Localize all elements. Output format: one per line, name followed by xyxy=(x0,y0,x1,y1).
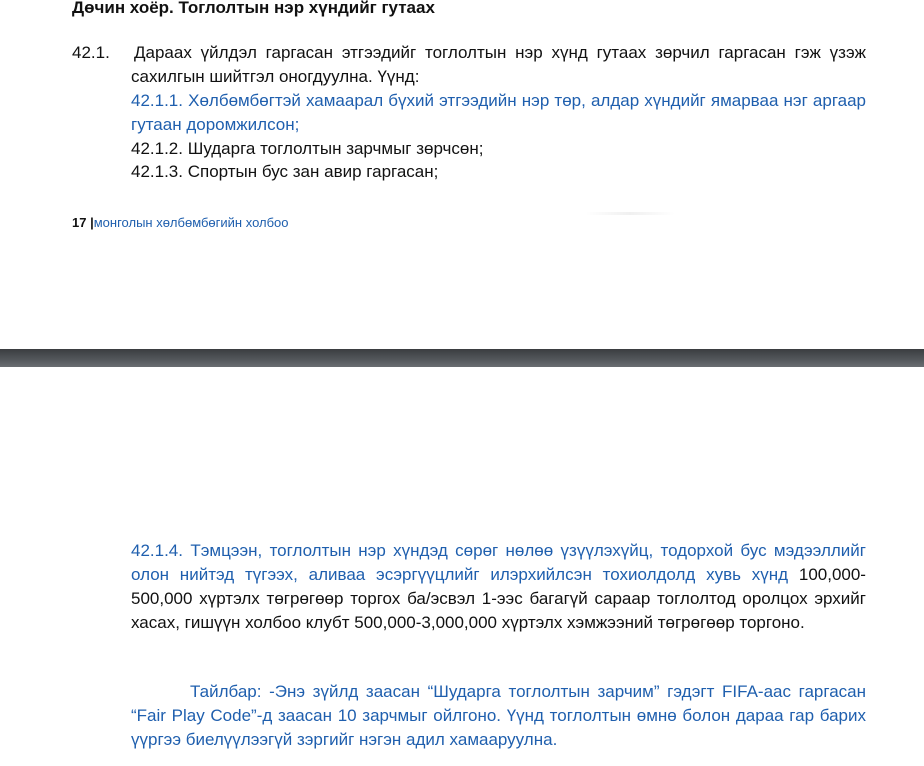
clause-item-42-1-1 xyxy=(131,89,866,137)
item-text-blue: Тэмцээн, тоглолтын нэр хүндэд сөрөг нөлөө үзүүлэхүйц, тодорхой бус мэдээллийг олон нийтэд түгээх, аливаа эсэргүүцлийг илэрхийлсэн тохиолдолд хувь хүнд xyxy=(131,541,866,584)
item-label: 42.1.2. xyxy=(131,139,183,158)
footer-organization: монголын хөлбөмбөгийн холбоо xyxy=(93,215,289,230)
item-label: 42.1.3. xyxy=(131,162,183,181)
clause-item-42-1-2 xyxy=(131,137,866,161)
item-label: 42.1.1. xyxy=(131,91,183,110)
footer-separator: | xyxy=(90,215,94,230)
footer-page-number: 17 xyxy=(72,215,87,230)
item-text: Спортын бус зан авир гаргасан; xyxy=(187,162,439,181)
page-separator xyxy=(0,349,924,367)
item-label: 42.1.4. xyxy=(131,541,183,560)
item-text: Шударга тоглолтын зарчмыг зөрчсөн; xyxy=(187,139,484,158)
clause-number: 42.1. xyxy=(72,43,110,62)
clause-text: Дараах үйлдэл гаргасан этгээдийг тоглолтын нэр хүнд гутаах зөрчил гаргасан гэж үзэж сахилгын шийтгэл оногдуулна. Үүнд: xyxy=(131,43,866,86)
section-heading: Дөчин хоёр. Тоглолтын нэр хүндийг гутаах xyxy=(72,0,435,17)
clause-item-42-1-3 xyxy=(131,160,866,184)
explanation-note: Тайлбар: -Энэ зүйлд заасан “Шударга тоглолтын зарчим” гэдэгт FIFA-аас гаргасан “Fair Play Code”-д заасан 10 зарчмыг ойлгоно. Үүнд тоглолтын өмнө болон дараа гар барих үүргээ биелүүлээгүй зэргийг нэгэн адил хамааруулна. xyxy=(131,682,866,749)
document-page-bottom xyxy=(0,367,924,766)
clause-item-42-1-4 xyxy=(131,539,866,635)
item-text: Хөлбөмбөгтэй хамаарал бүхий этгээдийн нэр төр, алдар хүндийг ямарваа нэг аргаар гутаан доромжилсон; xyxy=(131,91,867,134)
scan-shadow xyxy=(585,212,675,215)
page-footer xyxy=(72,214,289,232)
item-text-black: 100,000- 500,000 хүртэлх төгрөгөөр торгох ба/эсвэл 1-ээс багагүй сараар тоглолтод оролцох эрхийг хасах, гишүүн холбоо клубт 500,000-3,000,000 хүртэлх хэмжээний төгрөгөөр торгоно. xyxy=(131,565,866,632)
document-page-top xyxy=(0,0,924,349)
